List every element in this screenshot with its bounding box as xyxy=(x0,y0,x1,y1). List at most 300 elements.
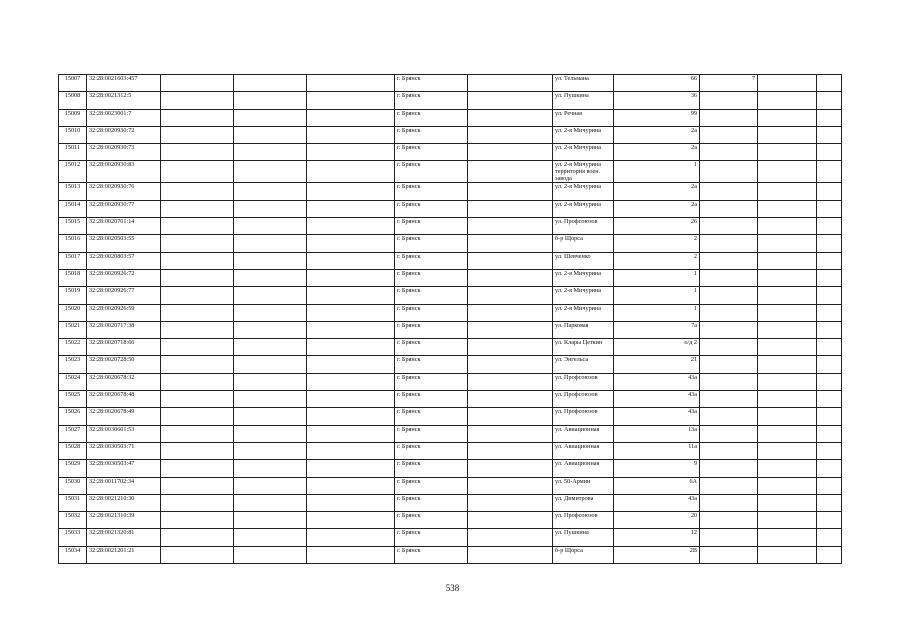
cell-number: 15032 xyxy=(59,512,87,529)
cell-street: ул. Речная xyxy=(553,109,614,126)
cell-city: г. Брянск xyxy=(395,391,468,408)
cell-city: г. Брянск xyxy=(395,304,468,321)
cell-empty xyxy=(817,75,842,92)
cell-house-number: 2а xyxy=(614,144,700,161)
cell-empty xyxy=(234,442,307,459)
cell-street: ул. Авиационная xyxy=(553,425,614,442)
cell-empty xyxy=(817,391,842,408)
cell-cadastral-number: 32:28:0020803:57 xyxy=(87,252,161,269)
table-row xyxy=(59,252,842,269)
cell-extra xyxy=(700,109,758,126)
cell-empty xyxy=(817,529,842,546)
cell-city: г. Брянск xyxy=(395,109,468,126)
cell-empty xyxy=(758,460,817,477)
cell-number: 15008 xyxy=(59,92,87,109)
cell-empty xyxy=(817,92,842,109)
cell-empty xyxy=(307,92,395,109)
cell-house-number: 2 xyxy=(614,252,700,269)
cell-empty xyxy=(161,391,234,408)
cell-number: 15009 xyxy=(59,109,87,126)
cell-house-number: 43а xyxy=(614,494,700,511)
table-row xyxy=(59,235,842,252)
cell-empty xyxy=(307,321,395,338)
table-row xyxy=(59,408,842,425)
cell-number: 15027 xyxy=(59,425,87,442)
cell-city: г. Брянск xyxy=(395,269,468,286)
cell-empty xyxy=(758,200,817,217)
cell-street: ул. 2-я Мичурина xyxy=(553,287,614,304)
cell-street: б-р Щорса xyxy=(553,235,614,252)
cell-number: 15010 xyxy=(59,126,87,143)
cell-empty xyxy=(234,269,307,286)
cell-house-number: 12 xyxy=(614,529,700,546)
cell-empty xyxy=(234,109,307,126)
table-row xyxy=(59,109,842,126)
cell-empty xyxy=(468,321,553,338)
cell-empty xyxy=(307,339,395,356)
cell-empty xyxy=(234,373,307,390)
cell-empty xyxy=(161,321,234,338)
cell-empty xyxy=(307,200,395,217)
cell-street: ул. 50-Армии xyxy=(553,477,614,494)
cell-cadastral-number: 32:28:0030601:53 xyxy=(87,425,161,442)
cell-cadastral-number: 32:28:0021312:5 xyxy=(87,92,161,109)
cell-cadastral-number: 32:28:0020678:49 xyxy=(87,408,161,425)
cell-empty xyxy=(307,408,395,425)
cell-empty xyxy=(234,200,307,217)
cell-empty xyxy=(161,304,234,321)
table-row xyxy=(59,269,842,286)
cell-empty xyxy=(468,339,553,356)
registry-table-body xyxy=(59,75,842,564)
cell-empty xyxy=(817,144,842,161)
cell-extra xyxy=(700,442,758,459)
cell-empty xyxy=(758,252,817,269)
cell-empty xyxy=(161,339,234,356)
cell-empty xyxy=(817,126,842,143)
cell-extra xyxy=(700,183,758,200)
cell-empty xyxy=(817,512,842,529)
cell-empty xyxy=(468,269,553,286)
table-row xyxy=(59,373,842,390)
cell-empty xyxy=(161,477,234,494)
cell-city: г. Брянск xyxy=(395,144,468,161)
cell-empty xyxy=(817,408,842,425)
cell-cadastral-number: 32:28:0020678:32 xyxy=(87,373,161,390)
cell-empty xyxy=(468,477,553,494)
cell-empty xyxy=(468,373,553,390)
cell-empty xyxy=(161,75,234,92)
cell-city: г. Брянск xyxy=(395,494,468,511)
cell-extra xyxy=(700,321,758,338)
cell-number: 15014 xyxy=(59,200,87,217)
cell-city: г. Брянск xyxy=(395,460,468,477)
cell-empty xyxy=(161,269,234,286)
cell-empty xyxy=(161,373,234,390)
cell-empty xyxy=(758,235,817,252)
cell-extra xyxy=(700,304,758,321)
cell-empty xyxy=(307,425,395,442)
cell-extra xyxy=(700,546,758,563)
cell-number: 15024 xyxy=(59,373,87,390)
cell-empty xyxy=(817,161,842,183)
cell-empty xyxy=(161,460,234,477)
cell-empty xyxy=(234,287,307,304)
cell-empty xyxy=(468,200,553,217)
cell-street: ул. Пушкина xyxy=(553,529,614,546)
cell-house-number: 26 xyxy=(614,218,700,235)
cell-house-number: 66 xyxy=(614,75,700,92)
cell-empty xyxy=(307,356,395,373)
cell-street: ул. Тельмана xyxy=(553,75,614,92)
cell-cadastral-number: 32:28:0020503:55 xyxy=(87,235,161,252)
cell-empty xyxy=(234,356,307,373)
cell-city: г. Брянск xyxy=(395,321,468,338)
table-row xyxy=(59,321,842,338)
cell-number: 15034 xyxy=(59,546,87,563)
cell-house-number: 2а xyxy=(614,200,700,217)
cell-empty xyxy=(758,218,817,235)
table-row xyxy=(59,218,842,235)
cell-extra xyxy=(700,200,758,217)
cell-number: 15022 xyxy=(59,339,87,356)
cell-extra xyxy=(700,339,758,356)
cell-street: ул. Профсоюзов xyxy=(553,408,614,425)
cell-house-number: 1 xyxy=(614,269,700,286)
cell-city: г. Брянск xyxy=(395,126,468,143)
cell-house-number: 1 xyxy=(614,287,700,304)
cell-empty xyxy=(468,218,553,235)
table-row xyxy=(59,183,842,200)
cell-empty xyxy=(817,287,842,304)
cell-empty xyxy=(468,391,553,408)
cell-empty xyxy=(307,161,395,183)
table-row xyxy=(59,356,842,373)
cell-empty xyxy=(234,183,307,200)
cell-empty xyxy=(307,304,395,321)
cell-street: ул. Профсоюзов xyxy=(553,512,614,529)
cell-empty xyxy=(817,442,842,459)
cell-empty xyxy=(468,183,553,200)
cell-extra xyxy=(700,425,758,442)
cell-extra xyxy=(700,460,758,477)
cell-number: 15019 xyxy=(59,287,87,304)
cell-empty xyxy=(468,92,553,109)
cell-street: ул. Димитрова xyxy=(553,494,614,511)
cell-empty xyxy=(234,161,307,183)
cell-extra xyxy=(700,235,758,252)
cell-street: ул. 2-я Мичурина xyxy=(553,183,614,200)
cell-cadastral-number: 32:28:0020718:66 xyxy=(87,339,161,356)
cell-number: 15007 xyxy=(59,75,87,92)
cell-empty xyxy=(234,408,307,425)
cell-number: 15026 xyxy=(59,408,87,425)
cell-cadastral-number: 32:28:0021603:457 xyxy=(87,75,161,92)
cell-empty xyxy=(817,339,842,356)
cell-empty xyxy=(758,512,817,529)
cell-empty xyxy=(234,126,307,143)
cell-cadastral-number: 32:28:0021201:21 xyxy=(87,546,161,563)
cell-cadastral-number: 32:28:0020930:72 xyxy=(87,126,161,143)
cell-house-number: 13а xyxy=(614,425,700,442)
cell-empty xyxy=(817,183,842,200)
cell-house-number: 2В xyxy=(614,546,700,563)
cell-city: г. Брянск xyxy=(395,356,468,373)
cell-cadastral-number: 32:28:0011702:34 xyxy=(87,477,161,494)
cell-empty xyxy=(817,494,842,511)
cell-empty xyxy=(307,218,395,235)
cell-extra xyxy=(700,126,758,143)
cell-empty xyxy=(234,477,307,494)
cell-empty xyxy=(234,546,307,563)
cell-city: г. Брянск xyxy=(395,75,468,92)
cell-cadastral-number: 32:28:0030503:71 xyxy=(87,442,161,459)
cell-empty xyxy=(468,75,553,92)
cell-city: г. Брянск xyxy=(395,373,468,390)
cell-number: 15015 xyxy=(59,218,87,235)
cell-cadastral-number: 32:28:0020678:48 xyxy=(87,391,161,408)
cell-cadastral-number: 32:28:0021320:81 xyxy=(87,529,161,546)
cell-cadastral-number: 32:28:0020926:77 xyxy=(87,287,161,304)
cell-empty xyxy=(468,356,553,373)
cell-city: г. Брянск xyxy=(395,408,468,425)
cell-cadastral-number: 32:28:0020930:83 xyxy=(87,161,161,183)
cell-street: ул. Авиационная xyxy=(553,460,614,477)
cell-city: г. Брянск xyxy=(395,252,468,269)
table-row xyxy=(59,494,842,511)
cell-empty xyxy=(234,494,307,511)
cell-house-number: 9 xyxy=(614,460,700,477)
cell-empty xyxy=(758,425,817,442)
cell-empty xyxy=(468,494,553,511)
table-row xyxy=(59,92,842,109)
cell-street: ул. Авиационная xyxy=(553,442,614,459)
cell-empty xyxy=(307,373,395,390)
cell-extra xyxy=(700,512,758,529)
cell-empty xyxy=(758,546,817,563)
cell-number: 15025 xyxy=(59,391,87,408)
cell-empty xyxy=(758,304,817,321)
cell-house-number: 43а xyxy=(614,391,700,408)
table-row xyxy=(59,460,842,477)
cell-empty xyxy=(234,92,307,109)
cell-city: г. Брянск xyxy=(395,339,468,356)
cell-empty xyxy=(161,161,234,183)
cell-empty xyxy=(307,235,395,252)
cell-empty xyxy=(307,512,395,529)
cell-house-number: 20 xyxy=(614,512,700,529)
cell-number: 15018 xyxy=(59,269,87,286)
cell-number: 15021 xyxy=(59,321,87,338)
cell-empty xyxy=(161,200,234,217)
cell-number: 15033 xyxy=(59,529,87,546)
cell-empty xyxy=(468,304,553,321)
cell-empty xyxy=(468,425,553,442)
cell-house-number: 43а xyxy=(614,373,700,390)
cell-empty xyxy=(161,144,234,161)
table-row xyxy=(59,391,842,408)
cell-empty xyxy=(307,460,395,477)
cell-empty xyxy=(307,546,395,563)
cell-empty xyxy=(161,92,234,109)
cell-extra xyxy=(700,218,758,235)
cell-empty xyxy=(758,183,817,200)
cell-city: г. Брянск xyxy=(395,161,468,183)
table-row xyxy=(59,144,842,161)
cell-cadastral-number: 32:28:0030503:47 xyxy=(87,460,161,477)
cell-empty xyxy=(817,304,842,321)
cell-empty xyxy=(817,218,842,235)
cell-cadastral-number: 32:28:0020930:73 xyxy=(87,144,161,161)
cell-number: 15031 xyxy=(59,494,87,511)
cell-city: г. Брянск xyxy=(395,200,468,217)
cell-empty xyxy=(817,321,842,338)
cell-house-number: 2а xyxy=(614,126,700,143)
table-row xyxy=(59,126,842,143)
cell-empty xyxy=(817,269,842,286)
cell-empty xyxy=(234,304,307,321)
cell-empty xyxy=(817,373,842,390)
cell-empty xyxy=(234,425,307,442)
cell-empty xyxy=(234,75,307,92)
cell-empty xyxy=(758,109,817,126)
cell-number: 15020 xyxy=(59,304,87,321)
cell-empty xyxy=(307,269,395,286)
cell-extra xyxy=(700,287,758,304)
cell-empty xyxy=(817,200,842,217)
cell-empty xyxy=(307,287,395,304)
cell-empty xyxy=(468,109,553,126)
cell-extra xyxy=(700,477,758,494)
cell-empty xyxy=(468,161,553,183)
cell-empty xyxy=(468,235,553,252)
cell-street: ул. Профсоюзов xyxy=(553,373,614,390)
cell-city: г. Брянск xyxy=(395,92,468,109)
cell-city: г. Брянск xyxy=(395,235,468,252)
cell-empty xyxy=(468,408,553,425)
cell-empty xyxy=(307,109,395,126)
cell-house-number: о/д 2 xyxy=(614,339,700,356)
page-number: 538 xyxy=(445,583,460,593)
cell-street: ул. 2-я Мичурина xyxy=(553,200,614,217)
cell-street: ул. 2-я Мичурина территория воен. завода xyxy=(553,161,614,183)
cell-empty xyxy=(468,252,553,269)
cell-empty xyxy=(161,546,234,563)
cell-cadastral-number: 32:28:0020930:76 xyxy=(87,183,161,200)
cell-empty xyxy=(817,425,842,442)
table-row xyxy=(59,512,842,529)
cell-empty xyxy=(817,252,842,269)
cell-extra xyxy=(700,391,758,408)
cell-empty xyxy=(234,512,307,529)
cell-extra xyxy=(700,494,758,511)
cell-empty xyxy=(307,477,395,494)
cell-city: г. Брянск xyxy=(395,183,468,200)
cell-number: 15017 xyxy=(59,252,87,269)
cell-empty xyxy=(307,183,395,200)
cell-extra xyxy=(700,373,758,390)
cell-empty xyxy=(307,252,395,269)
cell-extra xyxy=(700,144,758,161)
cell-empty xyxy=(468,512,553,529)
cell-house-number: 2а xyxy=(614,183,700,200)
cell-number: 15011 xyxy=(59,144,87,161)
cell-empty xyxy=(468,460,553,477)
cell-empty xyxy=(758,529,817,546)
cell-empty xyxy=(758,92,817,109)
cell-cadastral-number: 32:28:0021210:30 xyxy=(87,494,161,511)
cell-cadastral-number: 32:28:0020728:50 xyxy=(87,356,161,373)
table-row xyxy=(59,75,842,92)
cell-empty xyxy=(758,75,817,92)
table-row xyxy=(59,546,842,563)
table-row xyxy=(59,200,842,217)
cell-city: г. Брянск xyxy=(395,512,468,529)
cell-empty xyxy=(161,287,234,304)
cell-street: ул. 2-я Мичурина xyxy=(553,126,614,143)
cell-street: б-р Щорса xyxy=(553,546,614,563)
cell-house-number: 1 xyxy=(614,304,700,321)
cell-empty xyxy=(307,391,395,408)
cell-extra xyxy=(700,92,758,109)
cell-cadastral-number: 32:28:0023001:7 xyxy=(87,109,161,126)
cell-cadastral-number: 32:28:0020926:72 xyxy=(87,269,161,286)
cell-empty xyxy=(161,408,234,425)
cell-cadastral-number: 32:28:0020701:14 xyxy=(87,218,161,235)
cell-empty xyxy=(307,442,395,459)
cell-street: ул. Профсоюзов xyxy=(553,218,614,235)
cell-empty xyxy=(234,460,307,477)
cell-extra xyxy=(700,408,758,425)
cell-cadastral-number: 32:28:0020717:38 xyxy=(87,321,161,338)
cell-empty xyxy=(161,183,234,200)
cell-street: ул. Шевченко xyxy=(553,252,614,269)
table-row xyxy=(59,425,842,442)
cell-street: ул. Профсоюзов xyxy=(553,391,614,408)
cell-house-number: 2 xyxy=(614,235,700,252)
cell-street: ул. Парковая xyxy=(553,321,614,338)
cell-empty xyxy=(758,373,817,390)
cell-house-number: 36 xyxy=(614,92,700,109)
cell-empty xyxy=(234,252,307,269)
cell-empty xyxy=(234,321,307,338)
cell-empty xyxy=(161,126,234,143)
cell-empty xyxy=(161,494,234,511)
cell-street: ул. 2-я Мичурина xyxy=(553,144,614,161)
cell-empty xyxy=(758,269,817,286)
table-row xyxy=(59,529,842,546)
table-row xyxy=(59,287,842,304)
cell-empty xyxy=(758,391,817,408)
cell-empty xyxy=(758,494,817,511)
cell-city: г. Брянск xyxy=(395,442,468,459)
cell-number: 15013 xyxy=(59,183,87,200)
cell-empty xyxy=(161,425,234,442)
cell-city: г. Брянск xyxy=(395,546,468,563)
cell-empty xyxy=(161,218,234,235)
cell-empty xyxy=(758,477,817,494)
cell-extra xyxy=(700,529,758,546)
cell-city: г. Брянск xyxy=(395,287,468,304)
cell-extra xyxy=(700,269,758,286)
cell-empty xyxy=(817,546,842,563)
cell-empty xyxy=(758,356,817,373)
cell-empty xyxy=(307,529,395,546)
cell-empty xyxy=(161,356,234,373)
cell-city: г. Брянск xyxy=(395,477,468,494)
cell-empty xyxy=(468,529,553,546)
cell-empty xyxy=(161,235,234,252)
